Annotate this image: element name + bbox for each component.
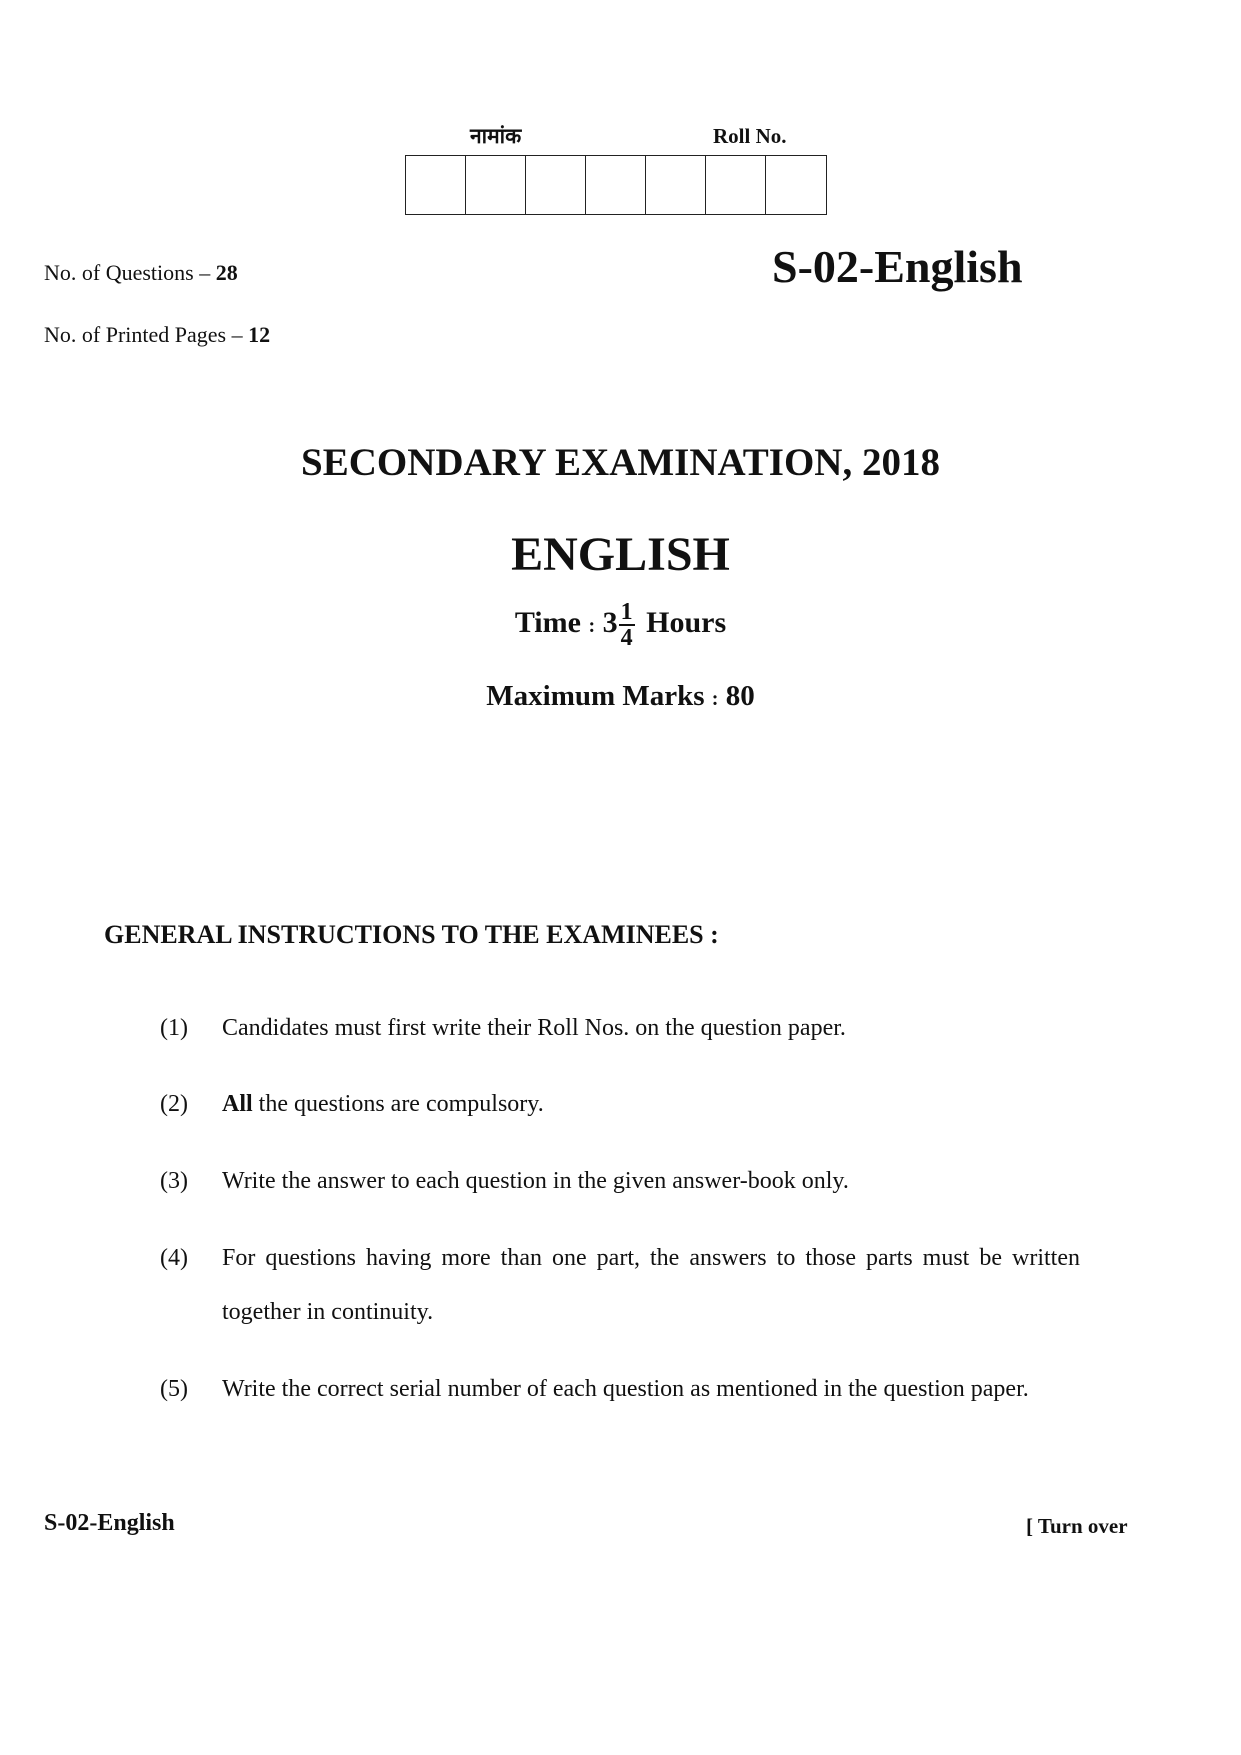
- roll-box[interactable]: [526, 156, 586, 214]
- roll-box[interactable]: [766, 156, 826, 214]
- questions-label: No. of Questions –: [44, 260, 216, 285]
- time-whole: 3: [602, 605, 618, 639]
- instruction-text: Candidates must first write their Roll Nos. on the question paper.: [222, 1015, 846, 1041]
- time-fraction: [619, 600, 635, 650]
- marks-value: 80: [725, 680, 755, 712]
- marks-label: Maximum Marks: [486, 680, 705, 712]
- pages-label: No. of Printed Pages –: [44, 322, 249, 347]
- pages-value: 12: [248, 322, 271, 347]
- instruction-text: Write the correct serial number of each question as mentioned in the question paper.: [222, 1376, 1029, 1402]
- instruction-emphasis: All: [222, 1091, 253, 1117]
- instruction-number: (3): [160, 1168, 188, 1194]
- instruction-item: [160, 1362, 1080, 1416]
- roll-box[interactable]: [706, 156, 766, 214]
- roll-box[interactable]: [586, 156, 646, 214]
- instruction-text: For questions having more than one part, the answers to those parts must be written together in continuity.: [222, 1245, 1080, 1325]
- questions-count-line: [44, 260, 238, 286]
- instruction-text: Write the answer to each question in the given answer-book only.: [222, 1168, 849, 1194]
- instruction-number: (1): [160, 1015, 188, 1041]
- exam-title: SECONDARY EXAMINATION, 2018: [301, 441, 940, 484]
- time-unit: Hours: [646, 605, 727, 639]
- time-separator: :: [588, 614, 596, 637]
- roll-box[interactable]: [646, 156, 706, 214]
- time-label: Time: [514, 605, 581, 639]
- instruction-number: (4): [160, 1245, 188, 1271]
- instruction-item: [160, 1154, 1080, 1208]
- instruction-text-container: [222, 1077, 1080, 1131]
- footer-turn-over: [ Turn over: [1026, 1514, 1128, 1538]
- pages-count-line: [44, 322, 270, 348]
- time-numerator: 1: [620, 599, 633, 625]
- roll-label-english: Roll No.: [713, 124, 787, 148]
- roll-number-boxes: [405, 155, 827, 215]
- instruction-text: the questions are compulsory.: [252, 1091, 544, 1117]
- paper-code: S-02-English: [772, 241, 1023, 292]
- instruction-item: [160, 1077, 1080, 1131]
- roll-box[interactable]: [406, 156, 466, 214]
- time-denominator: 4: [620, 625, 633, 651]
- footer-paper-code: S-02-English: [44, 1510, 175, 1536]
- instruction-number: (2): [160, 1091, 188, 1117]
- instructions-heading: GENERAL INSTRUCTIONS TO THE EXAMINEES :: [104, 920, 719, 949]
- instruction-item: [160, 1231, 1080, 1339]
- roll-label-hindi: नामांक: [470, 124, 522, 148]
- questions-value: 28: [215, 260, 238, 285]
- instruction-item: [160, 1001, 1080, 1055]
- marks-line: [0, 680, 1241, 713]
- instruction-number: (5): [160, 1376, 188, 1402]
- time-line: [0, 600, 1241, 650]
- subject-title: ENGLISH: [511, 528, 730, 581]
- marks-separator: :: [711, 688, 719, 710]
- roll-box[interactable]: [466, 156, 526, 214]
